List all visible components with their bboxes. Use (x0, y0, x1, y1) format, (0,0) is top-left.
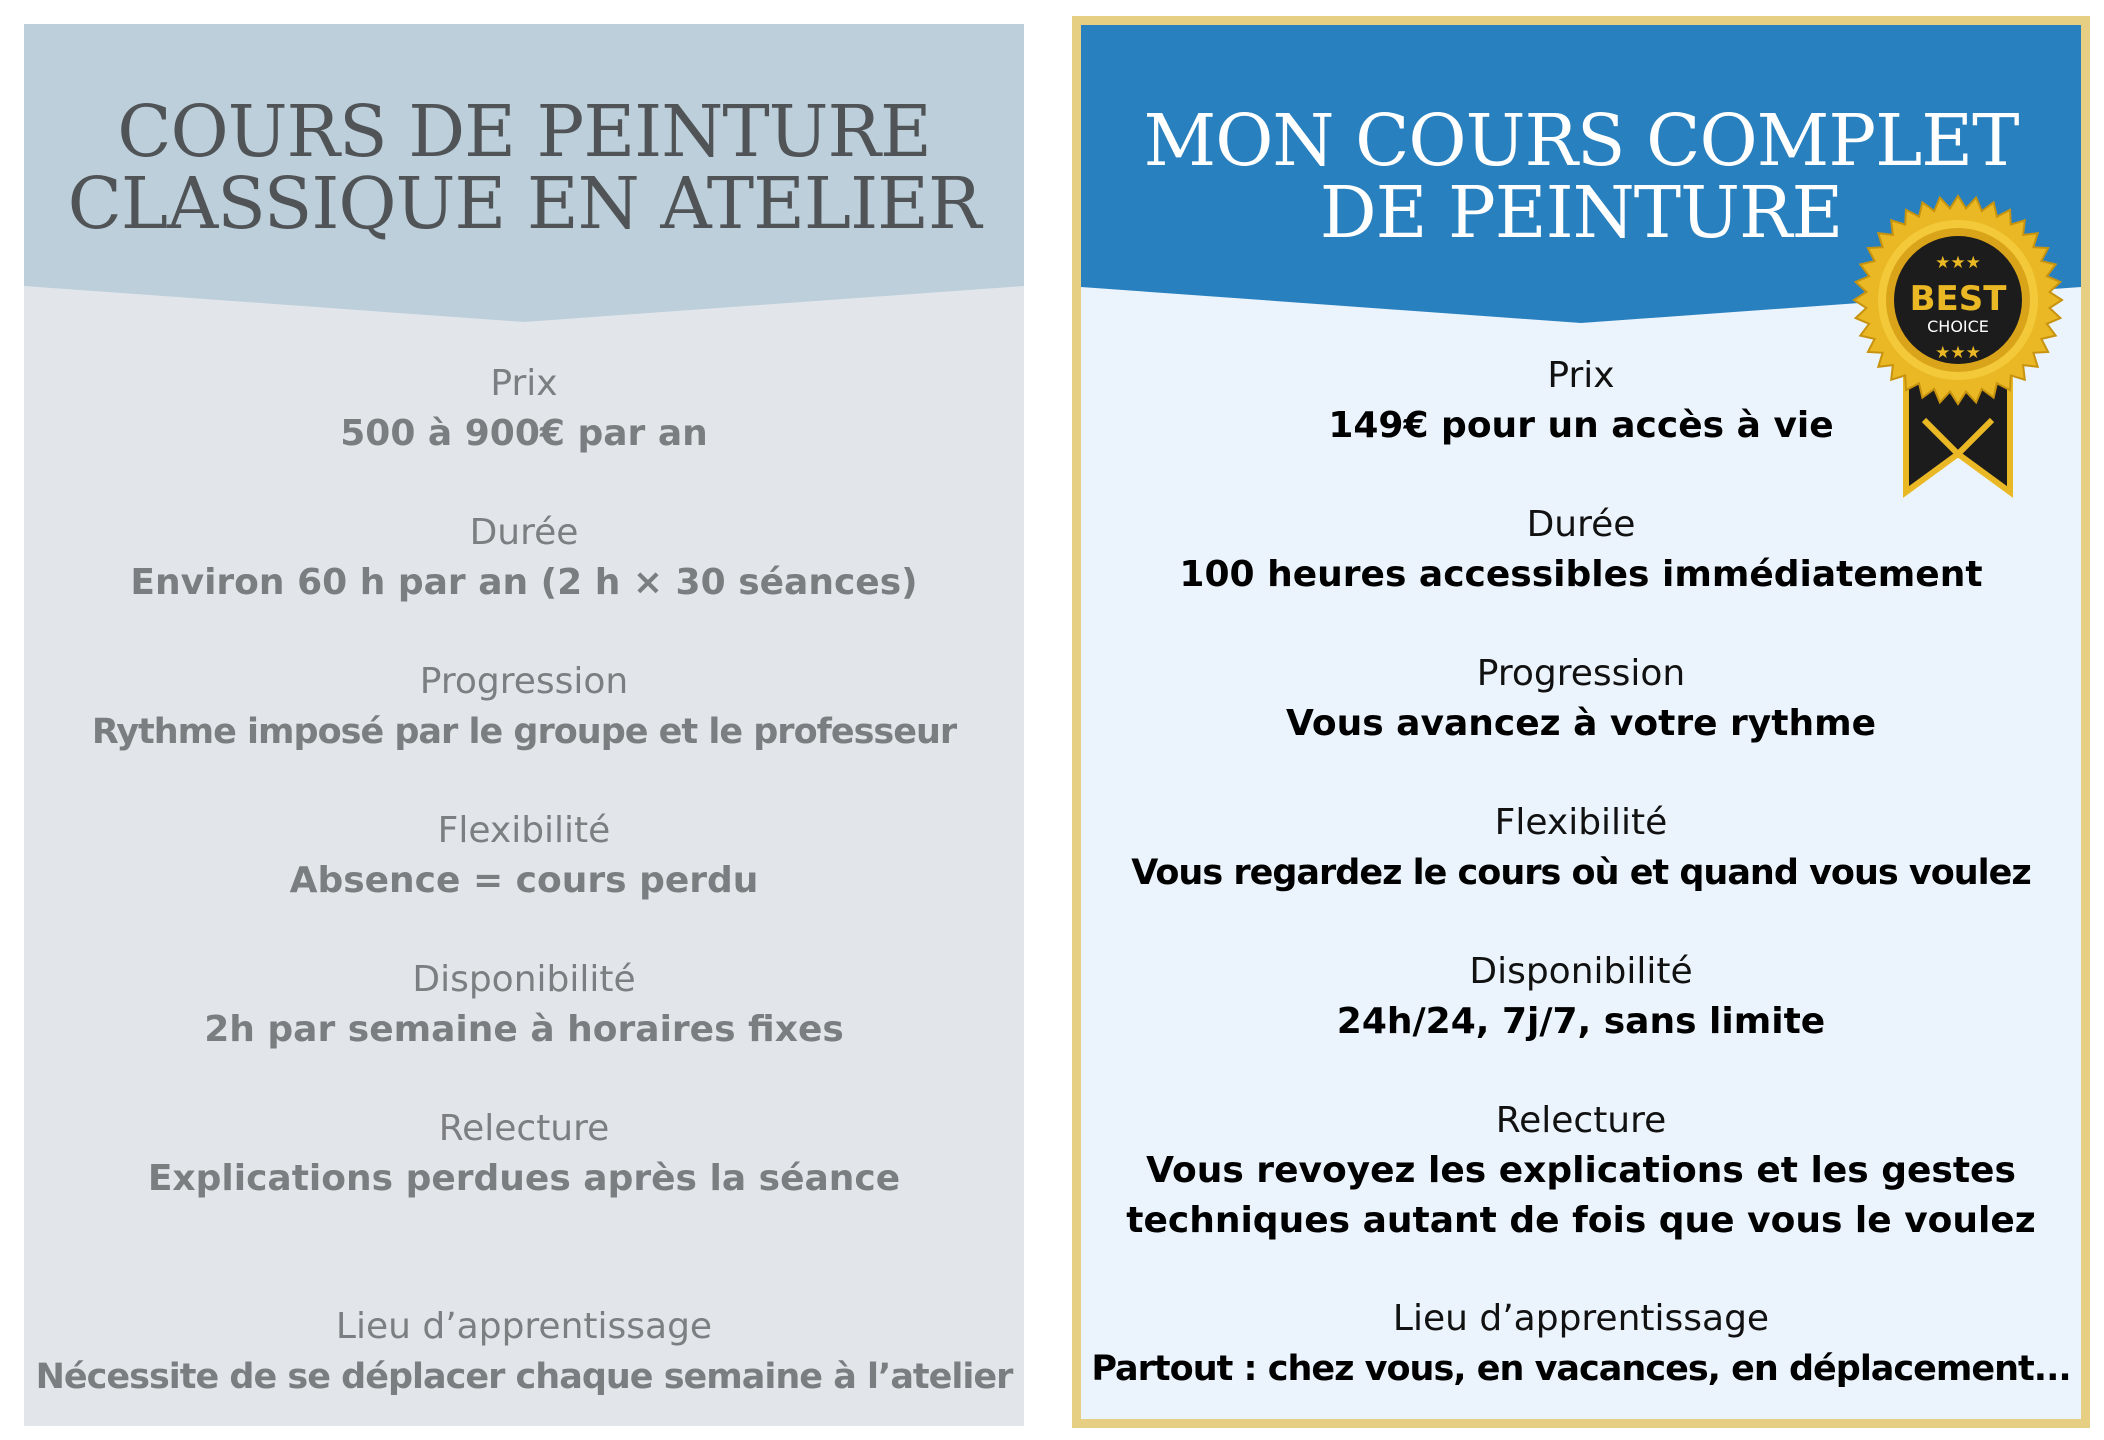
row-value: Rythme imposé par le groupe et le professeur (91, 712, 957, 752)
row-value: Vous regardez le cours où et quand vous voulez (1131, 853, 2031, 893)
row-label: Progression (419, 661, 629, 702)
row-value: Explications perdues après la séance (147, 1158, 901, 1199)
row-label: Relecture (1495, 1100, 1667, 1141)
progression-row (1081, 649, 2081, 749)
row-value: 100 heures accessibles immédiatement (1179, 554, 1983, 595)
row-value: Vous avancez à votre rythme (1285, 703, 1877, 744)
row-label: Durée (469, 512, 579, 553)
traditional-course-card (24, 24, 1024, 1426)
review-row (1081, 1096, 2081, 1246)
availability-row (24, 955, 1024, 1055)
badge-stars-bottom: ★★★ (1935, 343, 1981, 363)
location-row (1081, 1294, 2081, 1394)
online-course-title: MON COURS COMPLET DE PEINTURE (1143, 99, 2019, 254)
row-label: Flexibilité (437, 810, 611, 851)
row-value: Partout : chez vous, en vacances, en déplacement... (1091, 1349, 2071, 1389)
row-label: Disponibilité (412, 959, 636, 1000)
row-label: Prix (1547, 355, 1615, 396)
row-value: 24h/24, 7j/7, sans limite (1336, 1001, 1826, 1042)
price-row (24, 359, 1024, 459)
row-value: Nécessite de se déplacer chaque semaine à l’atelier (35, 1357, 1013, 1397)
duration-row (24, 508, 1024, 608)
traditional-course-header (24, 24, 1024, 324)
row-label: Relecture (438, 1108, 610, 1149)
row-value-continued: techniques autant de fois que vous le voulez (1126, 1200, 2036, 1241)
traditional-course-title: COURS DE PEINTURE CLASSIQUE EN ATELIER (67, 90, 981, 245)
row-label: Prix (490, 363, 558, 404)
row-value: Environ 60 h par an (2 h × 30 séances) (130, 562, 918, 603)
row-label: Progression (1476, 653, 1686, 694)
row-label: Durée (1526, 504, 1636, 545)
best-choice-ribbon-icon (1848, 192, 2068, 522)
row-value: 500 à 900€ par an (340, 413, 708, 454)
badge-choice-text: CHOICE (1927, 317, 1989, 336)
badge-best-text: BEST (1909, 279, 2007, 319)
review-row (24, 1104, 1024, 1204)
progression-row (24, 657, 1024, 757)
flexibility-row (24, 806, 1024, 906)
row-value: Absence = cours perdu (289, 860, 759, 901)
row-value: Vous revoyez les explications et les gestes (1146, 1150, 2016, 1191)
row-label: Lieu d’apprentissage (335, 1306, 713, 1347)
row-value: 149€ pour un accès à vie (1328, 405, 1834, 446)
flexibility-row (1081, 798, 2081, 898)
location-row (24, 1302, 1024, 1402)
row-label: Disponibilité (1469, 951, 1693, 992)
row-label: Flexibilité (1494, 802, 1668, 843)
availability-row (1081, 947, 2081, 1047)
row-label: Lieu d’apprentissage (1392, 1298, 1770, 1339)
row-value: 2h par semaine à horaires fixes (204, 1009, 844, 1050)
badge-stars-top: ★★★ (1935, 253, 1981, 273)
